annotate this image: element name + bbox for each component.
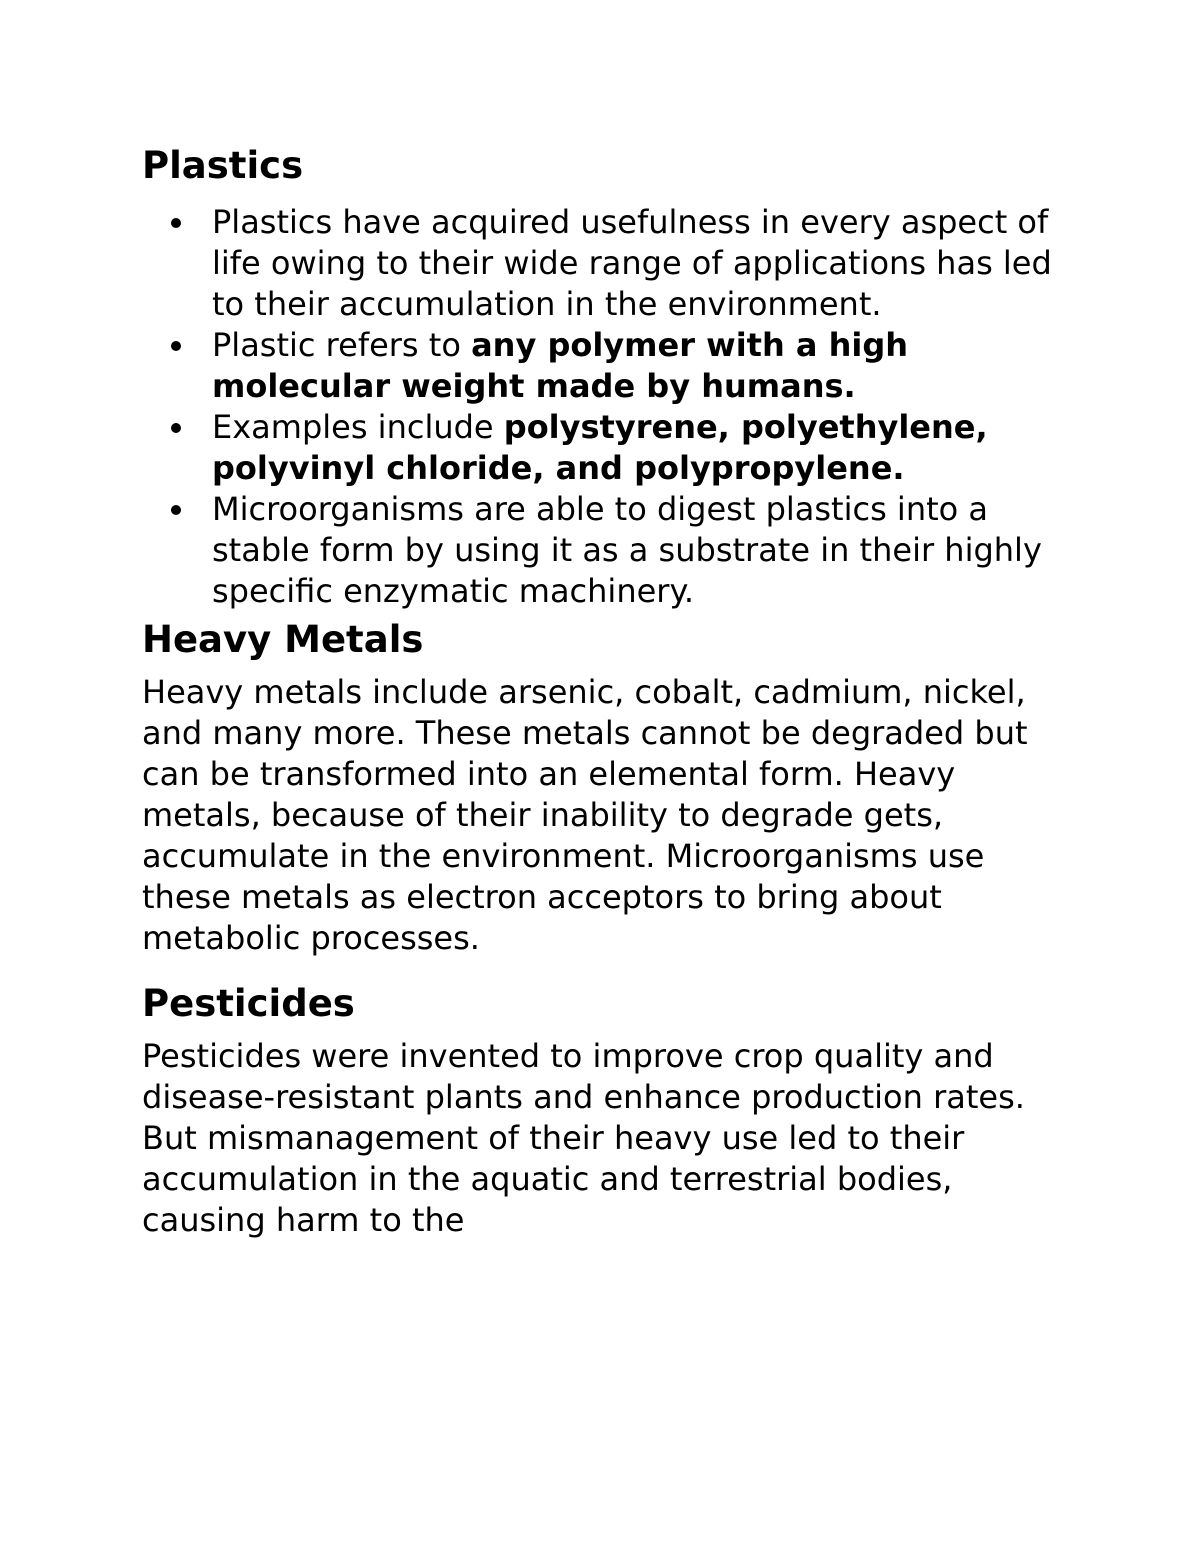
bullet-icon	[171, 341, 181, 351]
bullet-icon	[171, 505, 181, 515]
pesticides-section	[142, 976, 1062, 1241]
list-item	[142, 407, 1062, 489]
document-page	[142, 138, 1062, 1241]
heavy-metals-heading: Heavy Metals	[142, 618, 424, 661]
bullet-text: Microorganisms are able to digest plastics into a stable form by using it as a substrate in their highly specific enzymatic machinery.	[212, 490, 1042, 610]
plastics-section	[142, 138, 1062, 612]
plastics-bullet-list	[142, 202, 1062, 612]
bullet-text: Plastic refers to	[212, 326, 472, 364]
heavy-metals-section	[142, 612, 1062, 959]
bullet-bold-text: polystyrene, polyethylene, polyvinyl chloride, and polypropylene.	[212, 408, 988, 487]
bullet-bold-text: any polymer with a high molecular weight made by humans.	[212, 326, 909, 405]
list-item	[142, 325, 1062, 407]
plastics-heading: Plastics	[142, 144, 304, 187]
heavy-metals-paragraph: Heavy metals include arsenic, cobalt, cadmium, nickel, and many more. These metals cannot be degraded but can be transformed into an elemental form. Heavy metals, because of their inability to degrade gets, accumulate in the environment. Microorganisms use these metals as electron acceptors to bring about metabolic processes.	[142, 673, 1028, 957]
pesticides-paragraph: Pesticides were invented to improve crop quality and disease-resistant plants and enhance production rates. But mismanagement of their heavy use led to their accumulation in the aquatic and terrestrial bodies, causing harm to the	[142, 1037, 1025, 1239]
list-item	[142, 489, 1062, 612]
bullet-text: Plastics have acquired usefulness in every aspect of life owing to their wide range of applications has led to their accumulation in the environment.	[212, 203, 1052, 323]
bullet-icon	[171, 218, 181, 228]
bullet-icon	[171, 423, 181, 433]
bullet-text: Examples include	[212, 408, 504, 446]
list-item	[142, 202, 1062, 325]
pesticides-heading: Pesticides	[142, 982, 355, 1025]
